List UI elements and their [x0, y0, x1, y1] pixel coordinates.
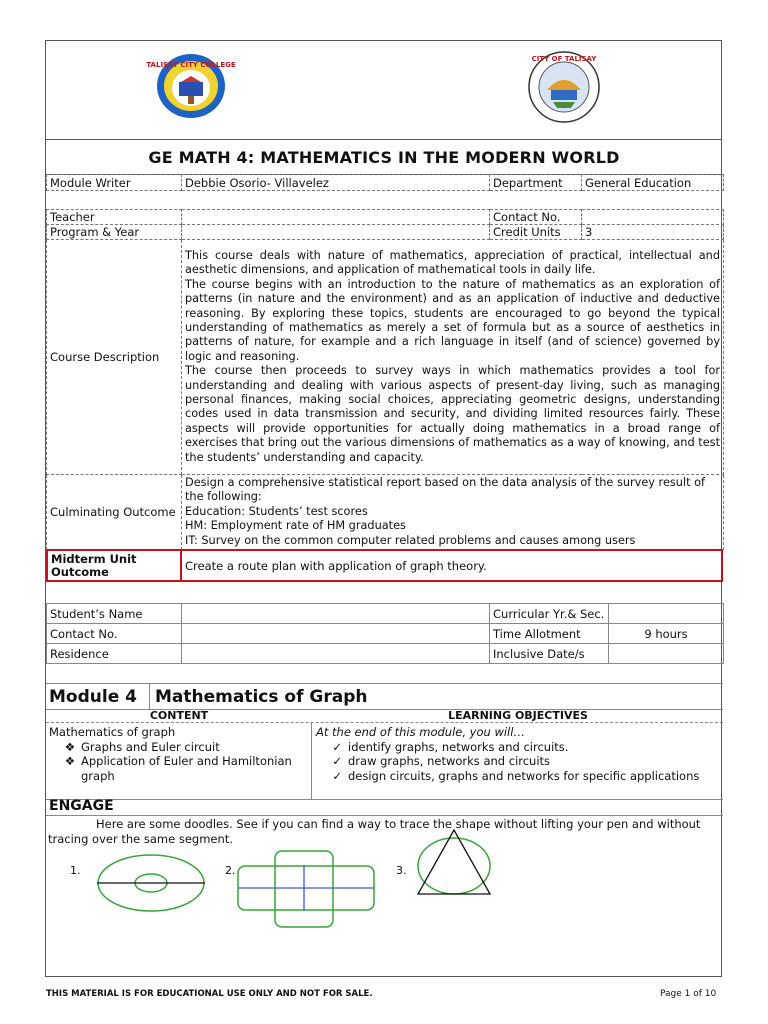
course-description-label: Course Description — [47, 240, 182, 475]
city-of-talisay-seal — [527, 50, 601, 124]
residence-field[interactable] — [182, 644, 490, 664]
objective-item: ✓ draw graphs, networks and circuits — [316, 754, 720, 769]
doodle-label-3: 3. — [396, 864, 407, 877]
midterm-value: Create a route plan with application of graph theory. — [185, 558, 487, 573]
culminating-line: HM: Employment rate of HM graduates — [185, 519, 406, 533]
program-label: Program & Year — [47, 225, 182, 240]
module-title: Mathematics of Graph — [155, 686, 368, 707]
culminating-line: Design a comprehensive statistical report based on the data analysis of the survey result of the following: — [185, 476, 705, 504]
teacher-value — [182, 210, 490, 225]
residence-label: Residence — [47, 644, 182, 664]
content-header: CONTENT — [149, 709, 209, 722]
content-objectives-box — [46, 722, 723, 800]
objective-item: ✓ design circuits, graphs and networks for specific applications — [316, 769, 720, 784]
writer-table — [46, 174, 724, 191]
diamond-bullet-icon: ❖ — [64, 739, 75, 754]
module-number: Module 4 — [46, 684, 150, 709]
student-name-label: Student’s Name — [47, 604, 182, 624]
program-value — [182, 225, 490, 240]
time-allotment-label: Time Allotment — [490, 624, 609, 644]
teacher-label: Teacher — [47, 210, 182, 225]
page-title: GE MATH 4: MATHEMATICS IN THE MODERN WORLD — [46, 139, 722, 175]
check-icon: ✓ — [332, 754, 342, 768]
student-contact-field[interactable] — [182, 624, 490, 644]
doodle-label-1: 1. — [70, 864, 81, 877]
left-logo-text: TALISAY CITY COLLEGE — [146, 61, 236, 69]
engage-instructions: Here are some doodles. See if you can find a way to trace the shape without lifting your pen and without tracing over the same segment. — [48, 817, 701, 846]
objectives-column — [313, 723, 723, 799]
diamond-bullet-icon: ❖ — [64, 754, 75, 768]
department-value: General Education — [582, 175, 724, 191]
student-name-field[interactable] — [182, 604, 490, 624]
footer-notice: THIS MATERIAL IS FOR EDUCATIONAL USE ONLY AND NOT FOR SALE. — [46, 989, 373, 999]
objectives-header: LEARNING OBJECTIVES — [448, 709, 588, 722]
page-number: Page 1 of 10 — [660, 989, 717, 999]
department-label: Department — [490, 175, 582, 191]
course-description — [182, 240, 724, 475]
credit-value: 3 — [582, 225, 724, 240]
contact-value — [582, 210, 724, 225]
content-column — [46, 723, 312, 799]
credit-label: Credit Units — [490, 225, 582, 240]
culminating-label: Culminating Outcome — [47, 475, 182, 550]
midterm-label: Midterm Unit Outcome — [48, 551, 182, 580]
inclusive-dates-field[interactable] — [609, 644, 724, 664]
midterm-outcome-row — [46, 549, 723, 582]
course-desc-p1: This course deals with nature of mathematics, appreciation of practical, intellectual and aesthetic dimensions, and application of mathematical tools in daily life. — [185, 248, 720, 277]
curricular-field[interactable] — [609, 604, 724, 624]
student-contact-label: Contact No. — [47, 624, 182, 644]
objective-item: ✓ identify graphs, networks and circuits. — [316, 740, 720, 755]
doodle-1-ellipses — [95, 852, 207, 916]
student-table — [46, 603, 724, 664]
talisay-city-college-logo — [146, 52, 236, 120]
course-desc-p3: The course then proceeds to survey ways in which mathematics provides a tool for understanding and dealing with various aspects of present-day living, such as managing personal finances, making social choices, appreciating geometric designs, understanding codes used in data transmission and security, and dividing limited resources fairly. These aspects will provide opportunities for actually doing mathematics in a broad range of exercises that bring out the various dimensions of mathematics as a way of knowing, and test the students’ understanding and capacity. — [185, 364, 720, 464]
doodle-label-2: 2. — [225, 864, 236, 877]
time-allotment-value: 9 hours — [609, 624, 724, 644]
module-writer-value: Debbie Osorio- Villavelez — [182, 175, 490, 191]
doodle-2-rectangles — [235, 848, 380, 930]
module-header — [46, 683, 723, 710]
content-item: ❖ Graphs and Euler circuit — [49, 740, 308, 755]
right-logo-text: CITY OF TALISAY — [531, 55, 597, 63]
culminating-line: Education: Students’ test scores — [185, 504, 368, 518]
culminating-outcome — [182, 475, 724, 550]
content-item: ❖ Application of Euler and Hamiltonian graph — [49, 754, 308, 783]
course-desc-p2: The course begins with an introduction to the nature of mathematics as an exploration of patterns (in nature and the environment) and as an application of inductive and deductive reasoning. By exploring these topics, students are encouraged to go beyond the typical understanding of mathematics as merely a set of formula but as a source of aesthetics in patterns of nature, for example and a rich language in itself (and of science) governed by logic and reasoning. — [185, 277, 720, 363]
doodle-3-triangle-circle — [414, 828, 494, 900]
inclusive-dates-label: Inclusive Date/s — [490, 644, 609, 664]
culminating-line: IT: Survey on the common computer related problems and causes among users — [185, 533, 636, 547]
contact-label: Contact No. — [490, 210, 582, 225]
check-icon: ✓ — [332, 739, 342, 754]
engage-heading: ENGAGE — [46, 798, 723, 816]
objectives-intro: At the end of this module, you will… — [316, 725, 525, 739]
check-icon: ✓ — [332, 768, 342, 783]
course-table — [46, 209, 724, 550]
module-writer-label: Module Writer — [47, 175, 182, 191]
curricular-label: Curricular Yr.& Sec. — [490, 604, 609, 624]
content-title: Mathematics of graph — [49, 725, 176, 739]
